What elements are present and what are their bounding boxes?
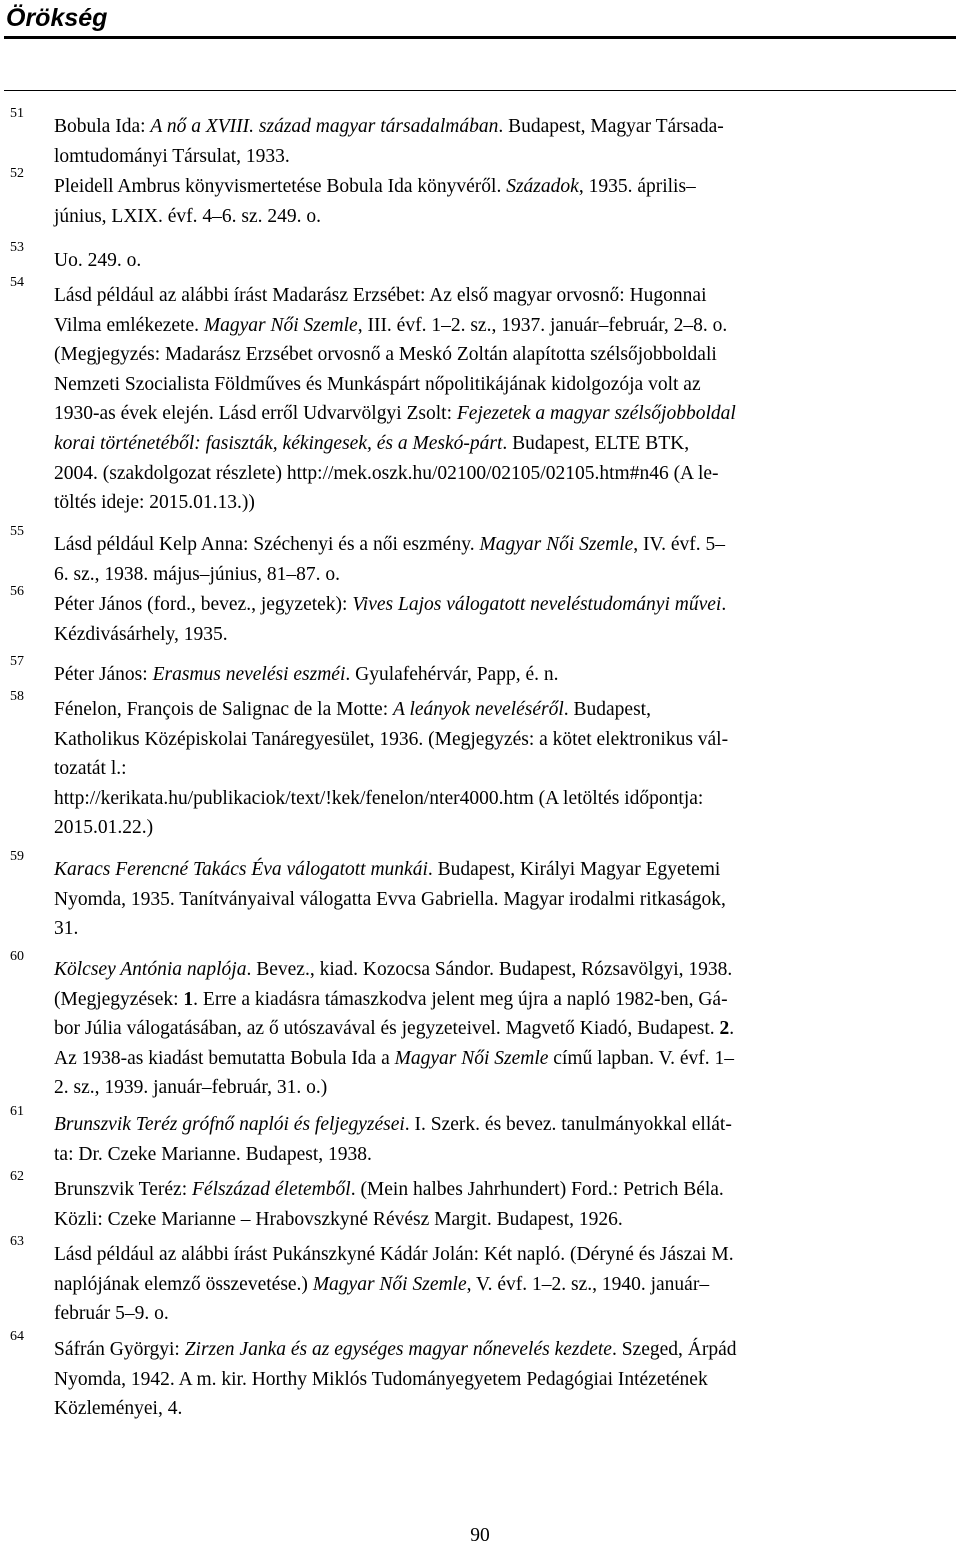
footnote-line xyxy=(54,1270,954,1300)
italic-title-segment: Századok xyxy=(506,176,579,197)
text-segment: Fénelon, François de Salignac de la Motte: xyxy=(54,699,394,720)
text-segment: Nyomda, 1935. Tanítványaival válogatta Evva Gabriella. Magyar irodalmi ritkaságok, xyxy=(54,888,726,910)
italic-title-segment: Magyar Női Szemle xyxy=(479,534,634,555)
footnote-line xyxy=(54,725,954,755)
text-segment: ta: Dr. Czeke Marianne. Budapest, 1938. xyxy=(54,1143,372,1165)
text-segment: (Megjegyzés: Madarász Erzsébet orvosnő a Meskó Zoltán alapította szélsőjobboldali xyxy=(54,344,717,366)
text-segment: Közleményei, 4. xyxy=(54,1398,183,1420)
text-segment: töltés ideje: 2015.01.13.)) xyxy=(54,492,255,514)
footnote-line xyxy=(54,1365,954,1395)
footnote-line xyxy=(54,399,954,429)
footnote-line xyxy=(54,813,954,843)
footnote-line xyxy=(54,914,954,944)
footnote-number: 57 xyxy=(10,654,24,669)
italic-title-segment: korai történetéből: fasiszták, kékingesek, és a Meskó-párt xyxy=(54,432,503,454)
italic-title-segment: Magyar Női Szemle xyxy=(203,314,358,336)
italic-title-segment: Karacs Ferencné Takács Éva válogatott munkái xyxy=(54,859,428,880)
footnote-number: 61 xyxy=(10,1104,24,1119)
footnote-line xyxy=(54,985,954,1015)
footnote-line xyxy=(54,142,954,172)
text-segment: Péter János (ford., bevez., jegyzetek): xyxy=(54,594,353,615)
text-segment: , III. évf. 1–2. sz., 1937. január–február, 2–8. o. xyxy=(357,314,728,336)
footnote-number: 64 xyxy=(10,1329,24,1344)
footnote-line xyxy=(54,1140,954,1170)
italic-title-segment: A leányok neveléséről xyxy=(393,699,564,720)
running-header-title: Örökség xyxy=(6,4,108,32)
text-segment: Péter János: xyxy=(54,664,153,685)
footnote-line xyxy=(54,1014,954,1044)
italic-title-segment: Félszázad életemből xyxy=(192,1179,351,1200)
italic-title-segment: Erasmus nevelési eszméi xyxy=(152,664,346,685)
text-segment: . Budapest, Magyar Társada- xyxy=(498,116,724,137)
footnote-number: 52 xyxy=(10,166,24,181)
text-segment: 2. sz., 1939. január–február, 31. o.) xyxy=(54,1077,328,1099)
footnote-line xyxy=(54,1205,954,1235)
text-segment: Katholikus Középiskolai Tanáregyesület, 1936. (Megjegyzés: a kötet elektronikus vál- xyxy=(54,728,729,750)
bold-marker-segment: 2 xyxy=(719,1018,730,1040)
text-segment: Lásd például az alábbi írást Madarász Erzsébet: Az első magyar orvosnő: Hugonnai xyxy=(54,285,707,306)
footnote-number: 60 xyxy=(10,949,24,964)
text-segment: . Szeged, Árpád xyxy=(611,1339,737,1360)
footnote-number: 54 xyxy=(10,275,24,290)
footnote-line xyxy=(54,202,954,232)
footnote-line xyxy=(54,488,954,518)
text-segment: . Budapest, xyxy=(563,699,651,720)
footnote-line xyxy=(54,1299,954,1329)
footnote-line xyxy=(54,530,954,560)
footnote-line xyxy=(54,246,954,276)
text-segment: Kézdivásárhely, 1935. xyxy=(54,623,228,645)
footnote-line xyxy=(54,429,954,459)
text-segment: . xyxy=(721,594,727,615)
footnote-line xyxy=(54,590,954,620)
text-segment: . I. Szerk. és bevez. tanulmányokkal ellát- xyxy=(404,1114,732,1135)
footnote-line xyxy=(54,1110,954,1140)
text-segment: Pleidell Ambrus könyvismertetése Bobula Ida könyvéről. xyxy=(54,176,507,197)
footnote-text xyxy=(54,695,954,843)
text-segment: Uo. 249. o. xyxy=(54,250,142,271)
text-segment: , 1935. április– xyxy=(578,176,696,197)
text-segment: Lásd például Kelp Anna: Széchenyi és a női eszmény. xyxy=(54,534,480,555)
footnote-number: 59 xyxy=(10,849,24,864)
text-segment: lomtudományi Társulat, 1933. xyxy=(54,145,290,167)
footnote-text xyxy=(54,112,954,171)
footnote-text xyxy=(54,1110,954,1169)
italic-title-segment: Vives Lajos válogatott neveléstudományi művei xyxy=(352,594,722,615)
italic-title-segment: Kölcsey Antónia naplója xyxy=(54,959,247,980)
footnote-text xyxy=(54,590,954,649)
text-segment: 31. xyxy=(54,918,79,940)
footnote-text xyxy=(54,955,954,1103)
text-segment: 1930-as évek elején. Lásd erről Udvarvölgyi Zsolt: xyxy=(54,403,457,425)
footnote-text xyxy=(54,530,954,589)
text-segment: tozatát l.: xyxy=(54,758,127,780)
footnote-line xyxy=(54,660,954,690)
footnote-line xyxy=(54,340,954,370)
footnote-number: 63 xyxy=(10,1234,24,1249)
footnote-text xyxy=(54,1335,954,1424)
text-segment: Vilma emlékezete. xyxy=(54,314,204,336)
text-segment: . Budapest, ELTE BTK, xyxy=(502,432,690,454)
text-segment: 2004. (szakdolgozat részlete) http://mek.oszk.hu/02100/02105/02105.htm#n46 (A le- xyxy=(54,462,719,484)
italic-title-segment: A nő a XVIII. század magyar társadalmában xyxy=(150,116,499,137)
footnote-separator-rule xyxy=(4,90,956,91)
text-segment: . Gyulafehérvár, Papp, é. n. xyxy=(345,664,559,685)
italic-title-segment: Zirzen Janka és az egységes magyar nőnevelés kezdete xyxy=(184,1339,612,1360)
italic-title-segment: Brunszvik Teréz grófnő naplói és feljegyzései xyxy=(54,1114,405,1135)
text-segment: Nyomda, 1942. A m. kir. Horthy Miklós Tudományegyetem Pedagógiai Intézetének xyxy=(54,1368,708,1390)
text-segment: . Bevez., kiad. Kozocsa Sándor. Budapest, Rózsavölgyi, 1938. xyxy=(246,959,733,980)
footnote-text xyxy=(54,855,954,944)
text-segment: február 5–9. o. xyxy=(54,1303,169,1325)
text-segment: . Budapest, Királyi Magyar Egyetemi xyxy=(427,859,721,880)
text-segment: (Megjegyzések: xyxy=(54,988,184,1010)
footnote-line xyxy=(54,1044,954,1074)
text-segment: Nemzeti Szocialista Földműves és Munkáspárt nőpolitikájának kidolgozója volt az xyxy=(54,373,701,395)
text-segment: , V. évf. 1–2. sz., 1940. január– xyxy=(466,1273,710,1295)
text-segment: Brunszvik Teréz: xyxy=(54,1179,192,1200)
footnote-number: 58 xyxy=(10,689,24,704)
page-number: 90 xyxy=(470,1525,490,1546)
footnote-line xyxy=(54,281,954,311)
footnote-line xyxy=(54,1240,954,1270)
footnote-number: 62 xyxy=(10,1169,24,1184)
text-segment: Lásd például az alábbi írást Pukánszkyné Kádár Jolán: Két napló. (Déryné és Jászai M. xyxy=(54,1244,734,1265)
footnote-number: 53 xyxy=(10,240,24,255)
text-segment: Bobula Ida: xyxy=(54,116,151,137)
footnote-line xyxy=(54,1335,954,1365)
footnote-text xyxy=(54,172,954,231)
text-segment: , IV. évf. 5– xyxy=(633,534,725,555)
footnote-line xyxy=(54,1175,954,1205)
text-segment: című lapban. V. évf. 1– xyxy=(548,1047,735,1069)
text-segment: bor Júlia válogatásában, az ő utószavával és jegyzeteivel. Magvető Kiadó, Budapest. xyxy=(54,1018,720,1040)
text-segment: http://kerikata.hu/publikaciok/text/!kek/fenelon/nter4000.htm (A letöltés időpontja: xyxy=(54,787,704,809)
footnote-number: 56 xyxy=(10,584,24,599)
footnote-line xyxy=(54,784,954,814)
footnote-line xyxy=(54,311,954,341)
footnote-line xyxy=(54,370,954,400)
footnote-text xyxy=(54,1175,954,1234)
footnote-line xyxy=(54,885,954,915)
footnote-line xyxy=(54,754,954,784)
italic-title-segment: Magyar Női Szemle xyxy=(394,1047,549,1069)
text-segment: június, LXIX. évf. 4–6. sz. 249. o. xyxy=(54,205,322,227)
header-rule xyxy=(4,36,956,39)
footnote-text xyxy=(54,246,954,276)
footnote-line xyxy=(54,560,954,590)
footnote-text xyxy=(54,660,954,690)
text-segment: 6. sz., 1938. május–június, 81–87. o. xyxy=(54,563,340,585)
footnote-text xyxy=(54,281,954,518)
text-segment: . (Mein halbes Jahrhundert) Ford.: Petrich Béla. xyxy=(350,1179,724,1200)
footnote-number: 55 xyxy=(10,524,24,539)
footnote-line xyxy=(54,1073,954,1103)
footnote-text xyxy=(54,1240,954,1329)
text-segment: Közli: Czeke Marianne – Hrabovszkyné Révész Margit. Budapest, 1926. xyxy=(54,1208,623,1230)
bold-marker-segment: 1 xyxy=(183,988,194,1010)
italic-title-segment: Fejezetek a magyar szélsőjobboldal xyxy=(456,403,736,425)
footnote-line xyxy=(54,459,954,489)
footnote-line xyxy=(54,620,954,650)
text-segment: naplójának elemző összevetése.) xyxy=(54,1273,313,1295)
footnote-line xyxy=(54,112,954,142)
footnote-line xyxy=(54,172,954,202)
text-segment: Az 1938-as kiadást bemutatta Bobula Ida a xyxy=(54,1047,395,1069)
footnote-line xyxy=(54,1394,954,1424)
italic-title-segment: Magyar Női Szemle xyxy=(312,1273,467,1295)
text-segment: Sáfrán Györgyi: xyxy=(54,1339,185,1360)
text-segment: . xyxy=(729,1018,735,1040)
text-segment: . Erre a kiadásra támaszkodva jelent meg újra a napló 1982-ben, Gá- xyxy=(193,988,728,1010)
footnote-line xyxy=(54,855,954,885)
footnote-number: 51 xyxy=(10,106,24,121)
footnote-line xyxy=(54,955,954,985)
text-segment: 2015.01.22.) xyxy=(54,817,154,839)
footnote-line xyxy=(54,695,954,725)
